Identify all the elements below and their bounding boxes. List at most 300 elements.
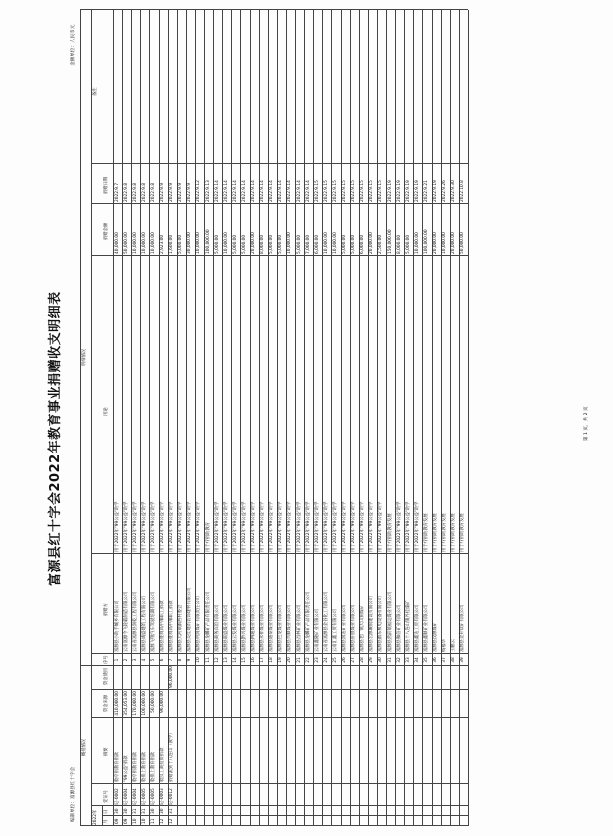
detail-seq: 12 <box>214 657 220 663</box>
grid-line <box>91 163 468 164</box>
detail-purpose: 用于2022年"99公益"助学 <box>278 501 284 552</box>
detail-donor: 富源县胜境高中部职工捐款 <box>169 600 175 652</box>
grid-line <box>80 9 468 10</box>
detail-donor: 富源县云发煤业有限公司 <box>232 604 238 652</box>
detail-purpose: 用于疗捐助教育发展 <box>423 513 429 552</box>
detail-purpose: 用于2022年"99公益"助学 <box>296 501 302 552</box>
summary-month: 09 <box>123 818 129 824</box>
grid-line <box>468 10 469 826</box>
summary-month: 11 <box>150 818 156 824</box>
grid-line <box>140 10 141 826</box>
detail-purpose: 用于疗捐助教育 <box>205 521 211 552</box>
detail-purpose: 用于2022年"99公益"助学 <box>323 501 329 552</box>
detail-seq: 3 <box>132 658 138 662</box>
summary-voucher: 记-0002 <box>114 788 120 805</box>
detail-date: 2022.9.19 <box>396 180 402 202</box>
detail-date: 2022.9.13 <box>205 180 211 202</box>
detail-date: 2022.9.15 <box>351 180 357 202</box>
detail-seq: 29 <box>369 657 375 663</box>
detail-donor: 富源县兴顺煤业有限公司 <box>287 604 293 652</box>
detail-purpose: 用于疗捐助教育发展 <box>442 513 448 552</box>
detail-seq: 37 <box>442 657 448 663</box>
grid-line <box>422 10 423 826</box>
detail-donor: 云南汇鑫工贸有限公司 <box>332 609 338 652</box>
detail-amount: 5,000.00 <box>269 234 275 254</box>
detail-donor: 云南省富源县润乾工程有限公司 <box>132 591 138 652</box>
header-amount: 捐赠金额 <box>104 222 109 240</box>
detail-seq: 13 <box>223 657 229 663</box>
detail-purpose: 用于2022年"99公益"助学 <box>396 501 402 552</box>
detail-purpose: 用于2022年"99公益"助学 <box>360 501 366 552</box>
detail-seq: 23 <box>314 657 320 663</box>
summary-voucher: 记-0012 <box>169 788 175 805</box>
detail-date: 2022.9.7 <box>114 182 120 202</box>
header-month: 月 <box>104 819 109 824</box>
detail-amount: 50,000.00 <box>123 232 129 254</box>
detail-date: 2022.9.19 <box>405 180 411 202</box>
detail-amount: 6,000.00 <box>314 234 320 254</box>
grid-line <box>259 10 260 826</box>
grid-line <box>91 666 92 826</box>
detail-seq: 10 <box>196 657 202 663</box>
detail-date: 2022.9.15 <box>360 180 366 202</box>
detail-seq: 2 <box>123 658 129 662</box>
detail-date: 2022.9.15 <box>332 180 338 202</box>
grid-line <box>91 10 92 666</box>
detail-purpose: 用于疗捐助教育发展 <box>451 513 457 552</box>
summary-text: 收捐上教育捐款 <box>141 751 147 782</box>
detail-seq: 5 <box>150 658 156 662</box>
detail-purpose: 用于2022年"99公益"助学 <box>169 501 175 552</box>
detail-amount: 30,000.00 <box>187 232 193 254</box>
detail-seq: 15 <box>241 657 247 663</box>
summary-day: 30 <box>114 808 120 814</box>
detail-amount: 10,000.00 <box>141 232 147 254</box>
detail-purpose: 用于2022年"99公益"助学 <box>332 501 338 552</box>
summary-month: 10 <box>132 818 138 824</box>
detail-seq: 20 <box>287 657 293 663</box>
detail-purpose: 用于2022年"99公益"助学 <box>405 501 411 552</box>
grid-line <box>91 653 468 654</box>
grid-line <box>359 10 360 826</box>
detail-purpose: 用于2022年"99公益"助学 <box>141 501 147 552</box>
detail-seq: 8 <box>178 658 184 662</box>
detail-date: 2022.9.14 <box>296 180 302 202</box>
detail-donor: 富源县通泰煤业有限公司 <box>269 604 275 652</box>
detail-donor: 富源县龙麟矿产品有限责任公司 <box>305 591 311 652</box>
detail-donor: 富源县滇东机电设备有限公司 <box>378 596 384 652</box>
summary-text: "99公益"捐款 <box>123 755 129 782</box>
detail-date: 2022.9.14 <box>241 180 247 202</box>
header-voucher: 凭证号 <box>104 790 109 803</box>
detail-amount: 10,000.00 <box>150 232 156 254</box>
detail-purpose: 用于2022年"99公益"助学 <box>351 501 357 552</box>
header-expense: 资金使用 <box>104 667 109 685</box>
header-day: 日 <box>104 809 109 814</box>
detail-purpose: 用于2022年"99公益"助学 <box>123 501 129 552</box>
grid-line <box>368 10 369 826</box>
detail-amount: 20,000.00 <box>251 232 256 254</box>
detail-donor: 富源县永祥煤业有限公司 <box>260 604 266 652</box>
summary-day: 31 <box>141 808 147 814</box>
detail-donor: 富源县小助手城乡有限公司 <box>114 600 120 652</box>
detail-seq: 35 <box>423 657 429 663</box>
detail-date: 2022.9.9 <box>160 182 165 202</box>
detail-seq: 38 <box>451 657 457 663</box>
grid-line <box>413 10 414 826</box>
detail-date: 2022.9.14 <box>260 180 266 202</box>
summary-month: 12 <box>169 818 175 824</box>
grid-line <box>80 825 468 826</box>
detail-donor: 富源飞翔汽车驾驶培训有限公司 <box>150 591 156 652</box>
grid-line <box>204 10 205 826</box>
detail-date: 2022.9.15 <box>314 180 320 202</box>
detail-seq: 22 <box>305 657 311 663</box>
detail-donor: 富源县鑫达工贸有限公司 <box>414 604 420 652</box>
detail-donor: 富源县大河镇滇西村委会 <box>178 604 184 652</box>
detail-date: 2022.9.14 <box>223 180 229 202</box>
detail-donor: 富源县润达矿业有限公司 <box>342 604 347 652</box>
summary-month: 10 <box>141 818 147 824</box>
detail-donor: 云南省富源县金谷化工有限公司 <box>323 591 329 652</box>
header-purpose: 用途 <box>104 407 109 416</box>
summary-voucher: 记-0005 <box>150 788 156 805</box>
summary-income: 96,000.00 <box>160 691 165 713</box>
detail-purpose: 用于2022年"99公益"助学 <box>378 501 384 552</box>
grid-line <box>91 805 468 806</box>
detail-date: 2022.9.8 <box>150 182 156 202</box>
detail-amount: 2,923.00 <box>160 234 165 254</box>
detail-amount: 1,600.00 <box>169 234 175 254</box>
header-date: 捐赠日期 <box>104 176 109 194</box>
detail-amount: 10,000.00 <box>323 232 329 254</box>
grid-line <box>277 10 278 826</box>
detail-seq: 26 <box>342 657 347 663</box>
detail-seq: 7 <box>169 658 175 662</box>
detail-donor: 富源县鑫顺矿业有限公司 <box>423 604 429 652</box>
detail-date: 2022.9.8 <box>132 182 138 202</box>
grid-line <box>450 10 451 826</box>
detail-seq: 4 <box>141 658 147 662</box>
grid-line <box>250 10 251 826</box>
grid-line <box>268 10 269 826</box>
detail-purpose: 用于2022年"99公益"助学 <box>287 501 293 552</box>
detail-date: 2022.9.14 <box>287 180 293 202</box>
detail-date: 2022.9.14 <box>232 180 238 202</box>
grid-line <box>341 10 342 826</box>
detail-seq: 33 <box>405 657 411 663</box>
header-summary-group: 概括情况 <box>82 738 87 756</box>
grid-line <box>231 10 232 826</box>
detail-donor: 富源县胜境高中部职工捐款 <box>160 600 165 652</box>
grid-line <box>432 10 433 826</box>
detail-date: 2022.9.15 <box>342 180 347 202</box>
unit-label-right: 金额单位：人民币元 <box>71 24 76 66</box>
detail-amount: 5,000.00 <box>241 234 247 254</box>
detail-donor: 富源县和信矿业有限公司 <box>396 604 402 652</box>
detail-purpose: 用于2022年"99公益"助学 <box>160 501 165 552</box>
detail-purpose: 用于2022年"99公益"助学 <box>150 501 156 552</box>
detail-purpose: 用于2022年"99公益"助学 <box>342 501 347 552</box>
detail-purpose: 用于疗捐助教育发展 <box>460 513 466 552</box>
detail-amount: 2,500.00 <box>378 234 384 254</box>
detail-donor: 富源县昌林矿业有限公司 <box>296 604 302 652</box>
detail-seq: 27 <box>351 657 357 663</box>
detail-purpose: 用于2022年"99公益"助学 <box>232 501 238 552</box>
grid-line <box>122 10 123 826</box>
detail-amount: 5,000.00 <box>342 234 347 254</box>
detail-date: 2022.9.15 <box>378 180 384 202</box>
header-donor: 捐赠方 <box>104 603 109 616</box>
detail-purpose: 用于2022年"99公益"助学 <box>132 501 138 552</box>
detail-amount: 5,000.00 <box>232 234 238 254</box>
detail-seq: 21 <box>296 657 302 663</box>
detail-purpose: 用于2022年"99公益"助学 <box>214 501 220 552</box>
summary-voucher: 记-0003 <box>160 788 165 805</box>
grid-line <box>395 10 396 826</box>
detail-amount: 5,000.00 <box>405 234 411 254</box>
detail-purpose: 用于2022年"99公益"助学 <box>314 501 320 552</box>
detail-amount: 150,000.00 <box>387 229 393 254</box>
grid-line <box>149 10 150 826</box>
detail-donor: 富源县商务宾馆有限公司 <box>214 604 220 652</box>
detail-date: 2022.9.14 <box>305 180 311 202</box>
page-footer: 第 1 页，共 2 页 <box>584 406 589 441</box>
grid-line <box>102 806 103 826</box>
unit-label-left: 编制单位：富源县红十字会 <box>71 766 76 822</box>
detail-seq: 1 <box>114 658 120 662</box>
detail-donor: 云南富源今飞轮毂制造有限公司 <box>123 591 129 652</box>
detail-donor: 富源县老厂镇大山洞煤矿 <box>360 604 366 652</box>
grid-line <box>195 10 196 826</box>
detail-amount: 8,000.00 <box>260 234 266 254</box>
detail-seq: 28 <box>360 657 366 663</box>
detail-date: 2022.9.8 <box>123 182 129 202</box>
detail-donor: 富源县龙麟矿产品有限责任公司 <box>205 591 211 652</box>
detail-donor: 富源县肝胆煤业有限公司 <box>351 604 357 652</box>
grid-line <box>331 10 332 826</box>
detail-purpose: 用于2022年"99公益"助学 <box>251 501 256 552</box>
grid-line <box>240 10 241 826</box>
detail-donor: 富源县色龙煤业有限公司 <box>278 604 284 652</box>
detail-donor: 富源县宏源城镇建设有限公司 <box>369 596 375 652</box>
header-seq: 序号 <box>104 655 109 664</box>
detail-amount: 5,000.00 <box>278 234 284 254</box>
detail-seq: 6 <box>160 658 165 662</box>
summary-expense: 96,000.00 <box>169 666 175 688</box>
grid-line <box>91 689 468 690</box>
detail-date: 2022.9.21 <box>423 180 429 202</box>
grid-line <box>91 783 468 784</box>
header-year-unit: 年 <box>93 809 98 814</box>
detail-purpose: 用于2022年"99公益"助学 <box>269 501 275 552</box>
grid-line <box>113 10 114 826</box>
detail-seq: 24 <box>323 657 329 663</box>
detail-amount: 20,000.00 <box>451 232 457 254</box>
grid-line <box>304 10 305 826</box>
grid-line <box>186 10 187 826</box>
detail-amount: 5,000.00 <box>351 234 357 254</box>
detail-amount: 10,000.00 <box>223 232 229 254</box>
grid-line <box>313 10 314 826</box>
detail-seq: 32 <box>396 657 402 663</box>
detail-donor: 富源县美佳建筑装饰建材有限公司 <box>187 587 193 652</box>
summary-income: 100,000.00 <box>141 691 147 716</box>
detail-date: 2022.9.9 <box>169 182 175 202</box>
grid-line <box>386 10 387 826</box>
grid-line <box>131 10 132 826</box>
detail-purpose: 用于2022年"99公益"助学 <box>114 501 120 552</box>
detail-purpose: 用于2022年"99公益"助学 <box>241 501 247 552</box>
summary-income: 170,000.00 <box>132 691 138 716</box>
detail-date: 2022.10.8 <box>460 180 466 202</box>
detail-amount: 10,000.00 <box>132 232 138 254</box>
summary-income: 50,000.00 <box>150 691 156 713</box>
detail-purpose: 用于疗捐助教育发展 <box>433 513 438 552</box>
summary-day: 30 <box>123 808 129 814</box>
summary-day: 30 <box>150 808 156 814</box>
summary-text: 收汉工商投资捐款 <box>160 747 165 782</box>
detail-date: 2022.9.15 <box>369 180 375 202</box>
detail-amount: 5,000.00 <box>178 234 184 254</box>
detail-date: 2022.9.19 <box>387 180 393 202</box>
detail-amount: 20,000.00 <box>369 232 375 254</box>
grid-line <box>350 10 351 826</box>
detail-seq: 14 <box>232 657 238 663</box>
detail-date: 2022.9.19 <box>414 180 420 202</box>
summary-day: 30 <box>160 808 165 814</box>
detail-amount: 100,000.00 <box>423 229 429 254</box>
detail-donor: 杨福华 <box>442 639 448 652</box>
summary-voucher: 记-0004 <box>123 788 129 805</box>
detail-amount: 5,000.00 <box>296 234 302 254</box>
grid-line <box>91 255 468 256</box>
detail-date: 2022.9.15 <box>323 180 329 202</box>
detail-amount: 20,000.00 <box>433 232 438 254</box>
detail-seq: 30 <box>378 657 384 663</box>
detail-date: 2022.9.9 <box>187 182 193 202</box>
detail-seq: 19 <box>278 657 284 663</box>
detail-amount: 10,000.00 <box>332 232 338 254</box>
summary-text: 收捐上教育捐款 <box>150 751 156 782</box>
grid-line <box>441 10 442 826</box>
detail-seq: 18 <box>269 657 275 663</box>
detail-donor: 富源县十八连山镇丹桂煤矿 <box>405 600 411 652</box>
grid-line <box>459 10 460 826</box>
detail-donor: 富源县明润煤矿有限责任公司 <box>196 596 202 652</box>
detail-amount: 10,000.00 <box>414 232 420 254</box>
header-detail-group: 明细情况 <box>82 348 87 366</box>
header-remark: 备注 <box>93 87 98 96</box>
detail-donor: 富源县联盛煤业有限公司 <box>223 604 229 652</box>
summary-day: 31 <box>132 808 138 814</box>
detail-date: 2022.9.8 <box>141 182 147 202</box>
header-summary: 摘要 <box>104 747 109 756</box>
detail-seq: 11 <box>205 657 211 663</box>
grid-line <box>91 717 468 718</box>
detail-date: 2022.9.14 <box>278 180 284 202</box>
detail-date: 2022.9.9 <box>178 182 184 202</box>
detail-purpose: 用于2022年"99公益"助学 <box>260 501 266 552</box>
detail-donor: 富源县汶源煤矿 <box>433 621 438 652</box>
grid-line <box>80 10 81 826</box>
detail-date: 2022.9.14 <box>251 180 256 202</box>
document-title: 富源县红十字会2022年教育事业捐赠收支明细表 <box>48 291 63 586</box>
grid-line <box>177 10 178 826</box>
summary-text: 收疗捐教育捐款 <box>132 751 138 782</box>
detail-date: 2022.9.30 <box>451 180 457 202</box>
header-income: 资金来源 <box>104 694 109 712</box>
detail-date: 2022.9.14 <box>269 180 275 202</box>
grid-line <box>404 10 405 826</box>
summary-text: 捐赠派到十八连山（教学） <box>169 730 175 782</box>
detail-donor: 富源县黔兴煤业有限公司 <box>241 604 247 652</box>
grid-line <box>322 10 323 826</box>
detail-purpose: 用于2022年"99公益"助学 <box>414 501 420 552</box>
detail-seq: 34 <box>414 657 420 663</box>
summary-income: 410,000.00 <box>114 691 120 716</box>
detail-amount: 10,000.00 <box>442 232 448 254</box>
summary-month: 12 <box>160 818 165 824</box>
grid-line <box>80 665 468 666</box>
detail-donor: 王鹏云 <box>451 639 457 652</box>
grid-line <box>377 10 378 826</box>
detail-date: 2022.9.26 <box>442 180 448 202</box>
summary-income: 354,053.00 <box>123 691 129 716</box>
detail-seq: 17 <box>260 657 266 663</box>
detail-amount: 10,000.00 <box>287 232 293 254</box>
detail-seq: 9 <box>187 658 193 662</box>
detail-purpose: 用于2022年"99公益"助学 <box>369 501 375 552</box>
detail-date: 2022.9.12 <box>196 180 202 202</box>
detail-purpose: 用于2022年"99公益"助学 <box>196 501 202 552</box>
detail-donor: 富源县金升钛矿有限公司 <box>460 604 466 652</box>
summary-voucher: 记-0004 <box>132 788 138 805</box>
detail-seq: 31 <box>387 657 393 663</box>
detail-amount: 40,000.00 <box>114 232 120 254</box>
detail-seq: 16 <box>251 657 256 663</box>
detail-amount: 100,000.00 <box>205 229 211 254</box>
detail-amount: 7,000.00 <box>305 234 311 254</box>
detail-purpose: 用于2022年"99公益"助学 <box>178 501 184 552</box>
grid-line <box>295 10 296 826</box>
detail-seq: 39 <box>460 657 466 663</box>
detail-date: 2022.9.14 <box>214 180 220 202</box>
detail-amount: 10,000.00 <box>196 232 202 254</box>
grid-line <box>168 10 169 826</box>
grid-line <box>222 10 223 826</box>
summary-text: 收疗捐教育捐款 <box>114 751 120 782</box>
detail-donor: 富源县营前镇福运煤业有限公司 <box>387 591 393 652</box>
detail-amount: 6,000.00 <box>360 234 366 254</box>
grid-line <box>91 203 468 204</box>
summary-month: 09 <box>114 818 120 824</box>
summary-day: 31 <box>169 808 175 814</box>
header-year: 2022 <box>93 814 98 825</box>
detail-amount: 5,000.00 <box>214 234 220 254</box>
detail-donor: 富源县诚盛建筑工程有限公司 <box>141 596 147 652</box>
grid-line <box>213 10 214 826</box>
grid-line <box>91 553 468 554</box>
detail-purpose: 用于2022年"99公益"助学 <box>187 501 193 552</box>
grid-line <box>159 10 160 826</box>
detail-purpose: 用于2022年"99公益"助学 <box>305 501 311 552</box>
detail-amount: 8,000.00 <box>396 234 402 254</box>
detail-date: 2022.9.19 <box>433 180 438 202</box>
detail-amount: 50,000.00 <box>460 232 466 254</box>
detail-seq: 25 <box>332 657 338 663</box>
detail-donor: 富源县四通煤业有限公司 <box>251 604 256 652</box>
